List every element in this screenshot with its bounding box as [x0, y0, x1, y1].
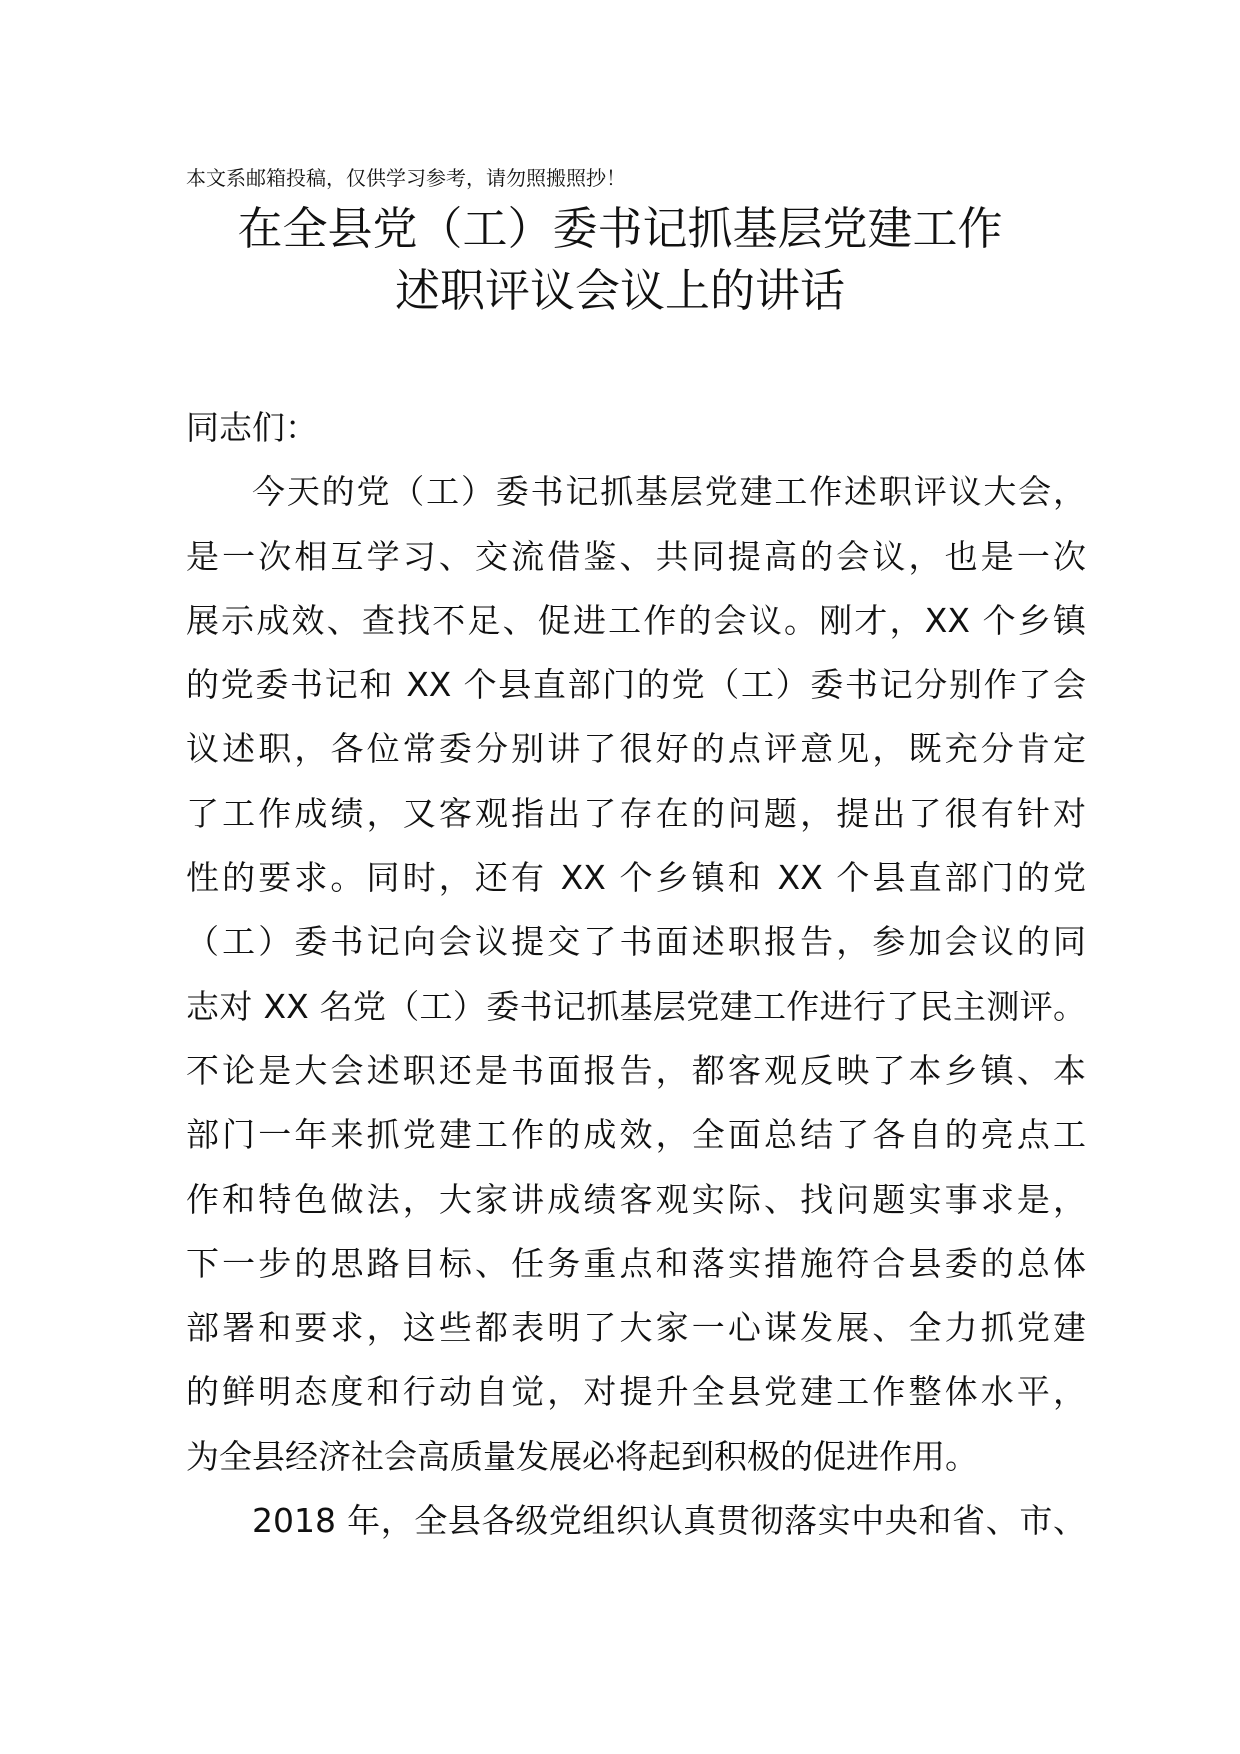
- paragraph-1-line: 今天的党（工）委书记抓基层党建工作述职评议大会，: [252, 472, 1086, 512]
- paragraph-1-line: 的党委书记和 XX 个县直部门的党（工）委书记分别作了会: [186, 665, 1086, 705]
- paragraph-1-line: 作和特色做法，大家讲成绩客观实际、找问题实事求是，: [186, 1179, 1086, 1219]
- paragraph-1-line: 议述职，各位常委分别讲了很好的点评意见，既充分肯定: [186, 729, 1086, 769]
- paragraph-1-line: 志对 XX 名党（工）委书记抓基层党建工作进行了民主测评。: [186, 986, 1086, 1026]
- paragraph-1-line: （工）委书记向会议提交了书面述职报告，参加会议的同: [186, 922, 1086, 962]
- paragraph-1-line: 下一步的思路目标、任务重点和落实措施符合县委的总体: [186, 1243, 1086, 1283]
- paragraph-2-line: 2018 年，全县各级党组织认真贯彻落实中央和省、市、: [252, 1501, 1086, 1541]
- paragraph-1-line: 不论是大会述职还是书面报告，都客观反映了本乡镇、本: [186, 1050, 1086, 1090]
- salutation: 同志们：: [186, 408, 318, 447]
- submission-notice: 本文系邮箱投稿，仅供学习参考，请勿照搬照抄！: [186, 166, 626, 190]
- paragraph-1-line: 是一次相互学习、交流借鉴、共同提高的会议，也是一次: [186, 536, 1086, 576]
- paragraph-1-line: 部署和要求，这些都表明了大家一心谋发展、全力抓党建: [186, 1308, 1086, 1348]
- paragraph-1-line: 为全县经济社会高质量发展必将起到积极的促进作用。: [186, 1436, 978, 1476]
- paragraph-1-line: 展示成效、查找不足、促进工作的会议。刚才，XX 个乡镇: [186, 600, 1086, 640]
- paragraph-1-line: 的鲜明态度和行动自觉，对提升全县党建工作整体水平，: [186, 1372, 1086, 1412]
- paragraph-1-line: 部门一年来抓党建工作的成效，全面总结了各自的亮点工: [186, 1115, 1086, 1155]
- paragraph-1-line: 性的要求。同时，还有 XX 个乡镇和 XX 个县直部门的党: [186, 858, 1086, 898]
- document-body: [186, 396, 1086, 1553]
- document-title-line-2: 述职评议会议上的讲话: [394, 264, 845, 317]
- document-title-line-1: 在全县党（工）委书记抓基层党建工作: [237, 202, 1003, 255]
- paragraph-1-line: 了工作成绩，又客观指出了存在的问题，提出了很有针对: [186, 793, 1086, 833]
